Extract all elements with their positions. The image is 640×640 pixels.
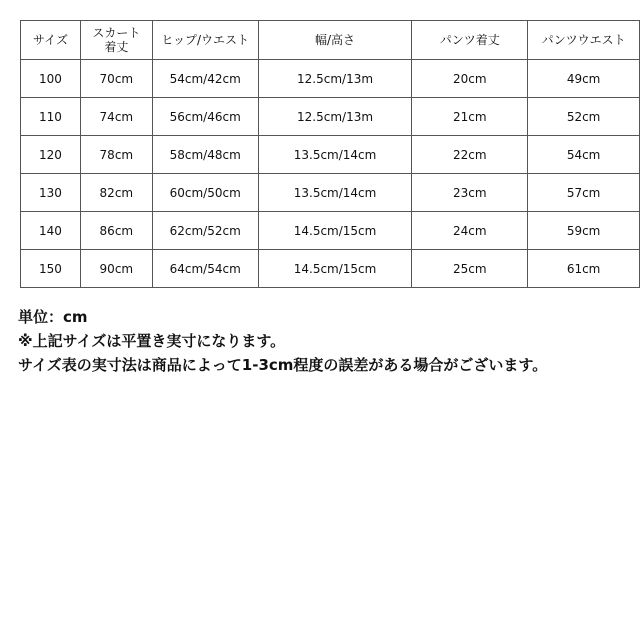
cell-pants-length: 25cm bbox=[412, 250, 528, 288]
table-row bbox=[21, 174, 640, 212]
table-row bbox=[21, 136, 640, 174]
cell-size: 130 bbox=[21, 174, 81, 212]
cell-pants-length: 20cm bbox=[412, 60, 528, 98]
unit-note: 単位：cm bbox=[18, 308, 88, 326]
table-row bbox=[21, 212, 640, 250]
header-skirt-length: スカート 着丈 bbox=[80, 21, 152, 60]
cell-width-height: 13.5cm/14cm bbox=[258, 174, 412, 212]
cell-size: 120 bbox=[21, 136, 81, 174]
header-width-height: 幅/高さ bbox=[258, 21, 412, 60]
cell-pants-waist: 57cm bbox=[528, 174, 640, 212]
header-pants-waist: パンツウエスト bbox=[528, 21, 640, 60]
header-row bbox=[21, 21, 640, 60]
cell-width-height: 12.5cm/13m bbox=[258, 60, 412, 98]
cell-skirt-length: 70cm bbox=[80, 60, 152, 98]
table-row bbox=[21, 60, 640, 98]
table-row bbox=[21, 98, 640, 136]
cell-pants-waist: 59cm bbox=[528, 212, 640, 250]
cell-skirt-length: 74cm bbox=[80, 98, 152, 136]
cell-width-height: 12.5cm/13m bbox=[258, 98, 412, 136]
cell-hip-waist: 56cm/46cm bbox=[152, 98, 258, 136]
cell-pants-waist: 61cm bbox=[528, 250, 640, 288]
size-chart-table bbox=[20, 20, 640, 288]
cell-width-height: 14.5cm/15cm bbox=[258, 212, 412, 250]
cell-pants-waist: 49cm bbox=[528, 60, 640, 98]
cell-width-height: 13.5cm/14cm bbox=[258, 136, 412, 174]
measurement-note: ※上記サイズは平置き実寸になります。 bbox=[18, 332, 286, 350]
tolerance-note: サイズ表の実寸法は商品によって1-3cm程度の誤差がある場合がございます。 bbox=[18, 356, 548, 374]
cell-skirt-length: 86cm bbox=[80, 212, 152, 250]
cell-size: 110 bbox=[21, 98, 81, 136]
cell-skirt-length: 90cm bbox=[80, 250, 152, 288]
cell-pants-waist: 54cm bbox=[528, 136, 640, 174]
cell-pants-length: 21cm bbox=[412, 98, 528, 136]
cell-pants-length: 24cm bbox=[412, 212, 528, 250]
header-pants-length: パンツ着丈 bbox=[412, 21, 528, 60]
size-notes bbox=[18, 305, 547, 377]
cell-size: 140 bbox=[21, 212, 81, 250]
cell-skirt-length: 78cm bbox=[80, 136, 152, 174]
cell-hip-waist: 64cm/54cm bbox=[152, 250, 258, 288]
cell-hip-waist: 54cm/42cm bbox=[152, 60, 258, 98]
cell-width-height: 14.5cm/15cm bbox=[258, 250, 412, 288]
cell-hip-waist: 60cm/50cm bbox=[152, 174, 258, 212]
cell-hip-waist: 58cm/48cm bbox=[152, 136, 258, 174]
cell-size: 100 bbox=[21, 60, 81, 98]
table-row bbox=[21, 250, 640, 288]
cell-pants-waist: 52cm bbox=[528, 98, 640, 136]
header-size: サイズ bbox=[21, 21, 81, 60]
cell-size: 150 bbox=[21, 250, 81, 288]
cell-hip-waist: 62cm/52cm bbox=[152, 212, 258, 250]
header-hip-waist: ヒップ/ウエスト bbox=[152, 21, 258, 60]
cell-pants-length: 22cm bbox=[412, 136, 528, 174]
cell-skirt-length: 82cm bbox=[80, 174, 152, 212]
cell-pants-length: 23cm bbox=[412, 174, 528, 212]
